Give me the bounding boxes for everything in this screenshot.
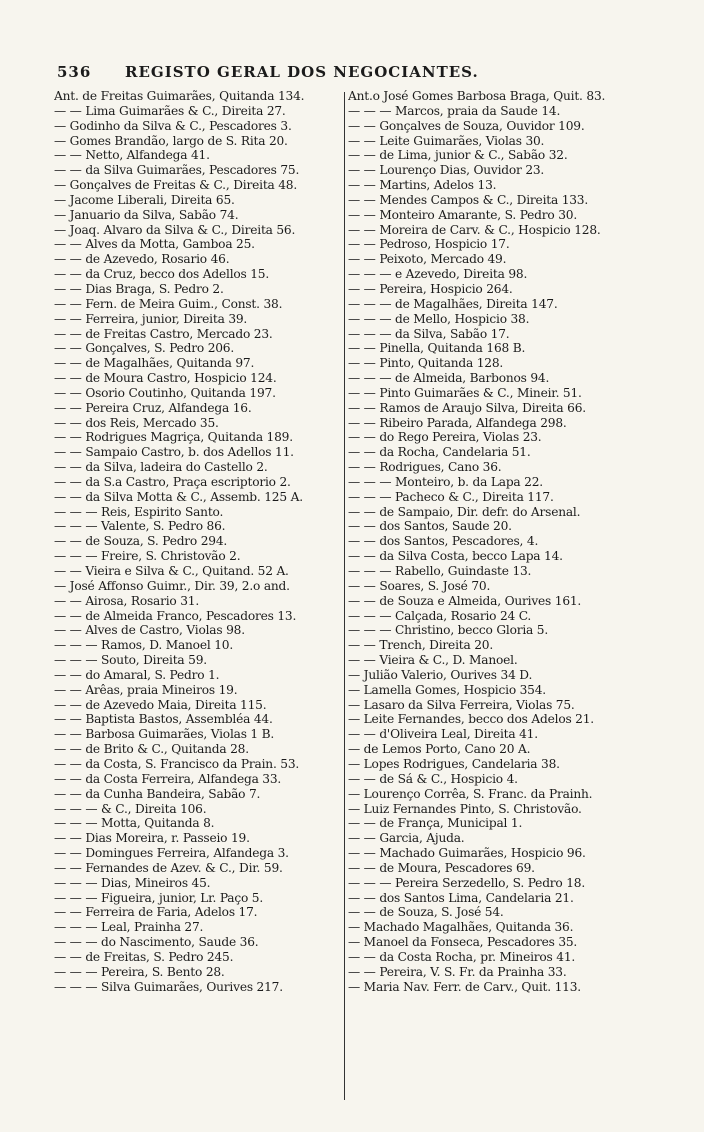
directory-entry: — — Pereira, V. S. Fr. da Prainha 33. xyxy=(348,964,567,979)
directory-entry: — Joaq. Alvaro da Silva & C., Direita 56. xyxy=(54,222,296,237)
directory-entry: — — — Pereira Serzedello, S. Pedro 18. xyxy=(348,875,586,890)
directory-entry: — — Soares, S. José 70. xyxy=(348,578,491,593)
directory-entry: — — Dias Braga, S. Pedro 2. xyxy=(54,281,224,296)
directory-entry: — — Baptista Bastos, Assembléa 44. xyxy=(54,712,273,727)
directory-entry: — — Martins, Adelos 13. xyxy=(348,178,497,193)
directory-entry: — — Leite Guimarães, Violas 30. xyxy=(348,133,545,148)
directory-entry: — — Ferreira de Faria, Adelos 17. xyxy=(54,905,258,920)
directory-entry: — — — Pacheco & C., Direita 117. xyxy=(348,489,554,504)
directory-entry: — — — Leal, Prainha 27. xyxy=(54,920,204,935)
directory-entry: — — — Silva Guimarães, Ourives 217. xyxy=(54,979,283,994)
directory-entry: — — — Dias, Mineiros 45. xyxy=(54,875,211,890)
directory-entry: — — da Costa Ferreira, Alfandega 33. xyxy=(54,771,282,786)
directory-entry: — — de Freitas Castro, Mercado 23. xyxy=(54,326,273,341)
directory-entry: — — — Rabello, Guindaste 13. xyxy=(348,564,532,578)
directory-entry: — — Lourenço Dias, Ouvidor 23. xyxy=(348,163,545,178)
directory-entry: — — da Costa, S. Francisco da Prain. 53. xyxy=(54,756,300,771)
directory-entry: — — — Reis, Espirito Santo. xyxy=(54,504,224,519)
directory-entry: — — Ramos de Araujo Silva, Direita 66. xyxy=(348,400,586,415)
directory-entry: — — Pinella, Quitanda 168 B. xyxy=(348,341,526,356)
directory-entry: — Leite Fernandes, becco dos Adelos 21. xyxy=(348,712,594,727)
directory-entry: — — Vieira & C., D. Manoel. xyxy=(348,653,518,668)
directory-entry: — — — Marcos, praia da Saude 14. xyxy=(348,103,561,118)
directory-entry: — — Monteiro Amarante, S. Pedro 30. xyxy=(348,207,578,222)
directory-entry: — — Rodrigues Magriça, Quitanda 189. xyxy=(54,430,293,445)
directory-entry: — — de Sampaio, Dir. defr. do Arsenal. xyxy=(348,504,581,519)
directory-entry: — Januario da Silva, Sabão 74. xyxy=(54,207,239,222)
directory-entry: — — de Almeida Franco, Pescadores 13. xyxy=(54,608,297,623)
directory-entry: — — da Silva Costa, becco Lapa 14. xyxy=(348,549,563,564)
directory-entry: — — de Moura Castro, Hospicio 124. xyxy=(54,371,277,386)
directory-entry: — — Pereira Cruz, Alfandega 16. xyxy=(54,400,252,415)
directory-entry: — — — & C., Direita 106. xyxy=(54,801,207,816)
directory-entry: — — — de Almeida, Barbonos 94. xyxy=(348,371,550,386)
directory-entry: — — de Moura, Pescadores 69. xyxy=(348,860,535,875)
directory-entry: — Godinho da Silva & C., Pescadores 3. xyxy=(54,118,292,133)
directory-entry: — — — Souto, Direita 59. xyxy=(54,653,207,668)
directory-entry: — — Alves da Motta, Gamboa 25. xyxy=(54,237,255,252)
directory-entry: — — Mendes Campos & C., Direita 133. xyxy=(348,192,589,207)
directory-entry: — — de Sá & C., Hospicio 4. xyxy=(348,771,518,786)
directory-entry: — — de Azevedo, Rosario 46. xyxy=(54,252,230,267)
page-number: 536 xyxy=(57,63,92,81)
directory-entry: — — da Costa Rocha, pr. Mineiros 41. xyxy=(348,949,576,964)
directory-entry: — — Ribeiro Parada, Alfandega 298. xyxy=(348,415,567,430)
directory-entry: — — Arêas, praia Mineiros 19. xyxy=(54,682,238,697)
directory-entry: — — — Monteiro, b. da Lapa 22. xyxy=(348,474,543,489)
directory-entry: — — da Cruz, becco dos Adellos 15. xyxy=(54,267,270,282)
directory-entry: — Jacome Liberali, Direita 65. xyxy=(54,192,235,207)
directory-entry: — — — Christino, becco Gloria 5. xyxy=(348,623,549,638)
directory-entry: — — Lima Guimarães & C., Direita 27. xyxy=(54,103,286,118)
directory-entry: — Gonçalves de Freitas & C., Direita 48. xyxy=(54,178,298,193)
directory-entry: — — — da Silva, Sabão 17. xyxy=(348,326,510,341)
directory-entry: — Lourenço Corrêa, S. Franc. da Prainh. xyxy=(348,786,593,801)
directory-entry: — — Alves de Castro, Violas 98. xyxy=(54,623,245,638)
directory-entry: — — de França, Municipal 1. xyxy=(348,816,523,831)
directory-entry: — — Gonçalves de Souza, Ouvidor 109. xyxy=(348,118,585,133)
directory-entry: — — do Amaral, S. Pedro 1. xyxy=(54,667,220,682)
directory-entry: — — de Souza e Almeida, Ourives 161. xyxy=(348,593,582,608)
directory-entry: — Julião Valerio, Ourives 34 D. xyxy=(348,667,533,682)
directory-entry: — — Dias Moreira, r. Passeio 19. xyxy=(54,831,250,846)
directory-entry: — — Rodrigues, Cano 36. xyxy=(348,460,502,475)
directory-entry: — Lasaro da Silva Ferreira, Violas 75. xyxy=(348,697,575,712)
left-column xyxy=(54,89,343,1099)
directory-entry: — — dos Reis, Mercado 35. xyxy=(54,415,219,430)
directory-entry: — Lopes Rodrigues, Candelaria 38. xyxy=(348,756,560,771)
directory-entry: — — Domingues Ferreira, Alfandega 3. xyxy=(54,846,289,861)
directory-entry: — — Pinto Guimarães & C., Mineir. 51. xyxy=(348,385,582,400)
directory-entry: — — d'Oliveira Leal, Direita 41. xyxy=(348,727,538,742)
directory-entry: — — do Rego Pereira, Violas 23. xyxy=(348,430,542,445)
directory-entry: — — da S.a Castro, Praça escriptorio 2. xyxy=(54,474,291,489)
page-title: REGISTO GERAL DOS NEGOCIANTES. xyxy=(125,63,479,81)
directory-entry: — — de Lima, junior & C., Sabão 32. xyxy=(348,148,568,163)
directory-entry: — — Moreira de Carv. & C., Hospicio 128. xyxy=(348,222,601,237)
directory-entry: — — de Freitas, S. Pedro 245. xyxy=(54,949,234,964)
directory-entry: — — — Valente, S. Pedro 86. xyxy=(54,519,226,534)
directory-entry: Ant.o José Gomes Barbosa Braga, Quit. 83. xyxy=(348,89,606,103)
directory-entry: — — dos Santos, Saude 20. xyxy=(348,519,512,534)
directory-entry: — — — de Magalhães, Direita 147. xyxy=(348,296,558,311)
directory-entry: — — — de Mello, Hospicio 38. xyxy=(348,311,530,326)
directory-entry: — — da Silva, ladeira do Castello 2. xyxy=(54,460,268,475)
directory-entry: — — Gonçalves, S. Pedro 206. xyxy=(54,341,235,356)
directory-entry: — — — e Azevedo, Direita 98. xyxy=(348,267,528,282)
directory-entry: — — dos Santos, Pescadores, 4. xyxy=(348,534,539,549)
directory-entry: — — Vieira e Silva & C., Quitand. 52 A. xyxy=(54,564,289,578)
directory-entry: — — de Magalhães, Quitanda 97. xyxy=(54,356,255,371)
directory-entry: — Manoel da Fonseca, Pescadores 35. xyxy=(348,935,578,950)
directory-entry: — — — Calçada, Rosario 24 C. xyxy=(348,608,532,623)
directory-entry: — — Pinto, Quitanda 128. xyxy=(348,356,504,371)
directory-entry: — — da Cunha Bandeira, Sabão 7. xyxy=(54,786,261,801)
directory-entry: — — Barbosa Guimarães, Violas 1 B. xyxy=(54,727,275,742)
directory-entry: — — de Brito & C., Quitanda 28. xyxy=(54,742,249,757)
directory-entry: — Gomes Brandão, largo de S. Rita 20. xyxy=(54,133,288,148)
page-header xyxy=(57,62,637,82)
directory-entry: — — da Silva Guimarães, Pescadores 75. xyxy=(54,163,300,178)
directory-entry: — — da Silva Motta & C., Assemb. 125 A. xyxy=(54,489,303,504)
directory-entry: — — Fernandes de Azev. & C., Dir. 59. xyxy=(54,860,283,875)
directory-entry: — — de Azevedo Maia, Direita 115. xyxy=(54,697,267,712)
directory-entry: — — Pereira, Hospicio 264. xyxy=(348,281,513,296)
directory-entry: — de Lemos Porto, Cano 20 A. xyxy=(348,742,531,757)
directory-entry: — — Peixoto, Mercado 49. xyxy=(348,252,507,267)
directory-entry: — — Garcia, Ajuda. xyxy=(348,831,465,846)
directory-entry: — — — Figueira, junior, Lr. Paço 5. xyxy=(54,890,263,905)
directory-entry: — Machado Magalhães, Quitanda 36. xyxy=(348,920,574,935)
directory-entry: — — — Ramos, D. Manoel 10. xyxy=(54,638,233,653)
directory-entry: — — dos Santos Lima, Candelaria 21. xyxy=(348,890,574,905)
directory-entry: — — Airosa, Rosario 31. xyxy=(54,593,200,608)
directory-entry: — José Affonso Guimr., Dir. 39, 2.o and. xyxy=(54,578,290,593)
directory-entry: — — Pedroso, Hospicio 17. xyxy=(348,237,510,252)
directory-entry: — Lamella Gomes, Hospicio 354. xyxy=(348,682,546,697)
directory-entry: — — Machado Guimarães, Hospicio 96. xyxy=(348,846,586,861)
directory-entry: — — Netto, Alfandega 41. xyxy=(54,148,210,163)
directory-entry: — — — Pereira, S. Bento 28. xyxy=(54,964,225,979)
directory-entry: Ant. de Freitas Guimarães, Quitanda 134. xyxy=(54,89,305,103)
directory-entry: — — — do Nascimento, Saude 36. xyxy=(54,935,259,950)
directory-entry: — Maria Nav. Ferr. de Carv., Quit. 113. xyxy=(348,979,581,994)
directory-entry: — — Sampaio Castro, b. dos Adellos 11. xyxy=(54,445,294,460)
column-divider xyxy=(344,92,345,1100)
directory-entry: — Luiz Fernandes Pinto, S. Christovão. xyxy=(348,801,582,816)
directory-entry: — — Trench, Direita 20. xyxy=(348,638,493,653)
directory-entry: — — de Souza, S. Pedro 294. xyxy=(54,534,228,549)
directory-entry: — — Fern. de Meira Guim., Const. 38. xyxy=(54,296,283,311)
directory-entry: — — — Freire, S. Christovão 2. xyxy=(54,549,241,564)
right-column xyxy=(348,89,630,1099)
directory-entry: — — de Souza, S. José 54. xyxy=(348,905,504,920)
directory-entry: — — Ferreira, junior, Direita 39. xyxy=(54,311,248,326)
directory-entry: — — da Rocha, Candelaria 51. xyxy=(348,445,531,460)
directory-entry: — — Osorio Coutinho, Quitanda 197. xyxy=(54,385,276,400)
directory-entry: — — — Motta, Quitanda 8. xyxy=(54,816,215,831)
